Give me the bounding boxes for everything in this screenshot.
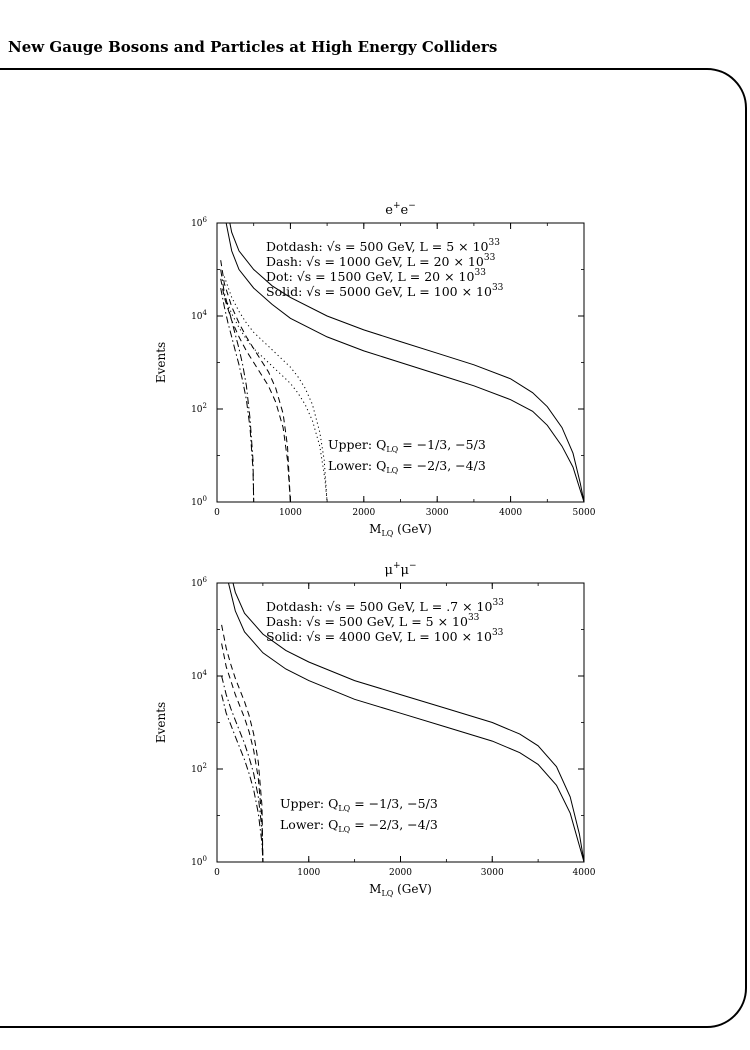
x-axis-label: $M_{LQ}$ (GeV) [369, 522, 432, 538]
y-tick-label: $10^4$ [191, 309, 207, 322]
y-tick-label: $10^4$ [191, 669, 207, 682]
chart-mumu [154, 523, 596, 899]
y-tick-label: $10^2$ [191, 762, 207, 775]
x-tick-label: 2000 [352, 508, 376, 518]
x-tick-label: 1000 [297, 868, 321, 878]
y-tick-label: $10^2$ [191, 402, 207, 415]
legend-entry: Dash: √s = 500 GeV, $L = 5 \times 10^{33}$ [266, 613, 480, 629]
curve-dash-lower [221, 279, 291, 502]
chart-title: μ+μ− [384, 561, 417, 578]
y-axis-label: Events [154, 341, 168, 384]
chart-ee [154, 163, 596, 538]
y-tick-label: $10^0$ [191, 855, 207, 868]
legend-entry: Solid: √s = 5000 GeV, $L = 100 \times 10^{33}$ [266, 283, 504, 299]
x-tick-label: 4000 [499, 508, 523, 518]
annotation-line: Lower: $Q_{LQ} = -2/3$, −4/3 [328, 458, 486, 475]
y-axis-label: Events [154, 701, 168, 744]
annotation-line: Upper: $Q_{LQ} = -1/3$, −5/3 [328, 437, 486, 454]
curve-dotdash-upper [221, 270, 254, 503]
annotation-line: Upper: $Q_{LQ} = -1/3$, −5/3 [280, 796, 438, 813]
x-axis-label: $M_{LQ}$ (GeV) [369, 882, 432, 898]
curve-dot-lower [224, 295, 327, 502]
curve-solid-lower [221, 177, 584, 503]
x-tick-label: 3000 [480, 868, 504, 878]
legend-entry: Dot: √s = 1500 GeV, $L = 20 \times 10^{33}$ [266, 268, 486, 284]
legend-entry: Solid: √s = 4000 GeV, $L = 100 \times 10^{33}$ [266, 628, 504, 644]
x-tick-label: 5000 [572, 508, 596, 518]
legend-entry: Dotdash: √s = 500 GeV, $L = 5 \times 10^{33}$ [266, 238, 500, 254]
y-tick-label: $10^6$ [191, 216, 207, 229]
x-tick-label: 3000 [425, 508, 449, 518]
y-tick-label: $10^6$ [191, 576, 207, 589]
curve-dotdash-lower [222, 695, 263, 862]
legend-entry: Dash: √s = 1000 GeV, $L = 20 \times 10^{33}$ [266, 253, 496, 269]
x-tick-label: 1000 [278, 508, 302, 518]
x-tick-label: 4000 [572, 868, 596, 878]
curve-dash-upper [222, 625, 263, 862]
x-tick-label: 0 [214, 868, 220, 878]
chart-title: e+e− [385, 201, 416, 218]
legend-entry: Dotdash: √s = 500 GeV, $L = .7 \times 10^{33}$ [266, 598, 504, 614]
y-tick-label: $10^0$ [191, 495, 207, 508]
annotation-line: Lower: $Q_{LQ} = -2/3$, −4/3 [280, 817, 438, 834]
curve-solid-lower [222, 537, 584, 863]
x-tick-label: 0 [214, 508, 220, 518]
x-tick-label: 2000 [389, 868, 412, 878]
running-header: New Gauge Bosons and Particles at High Energy Colliders [8, 38, 498, 56]
